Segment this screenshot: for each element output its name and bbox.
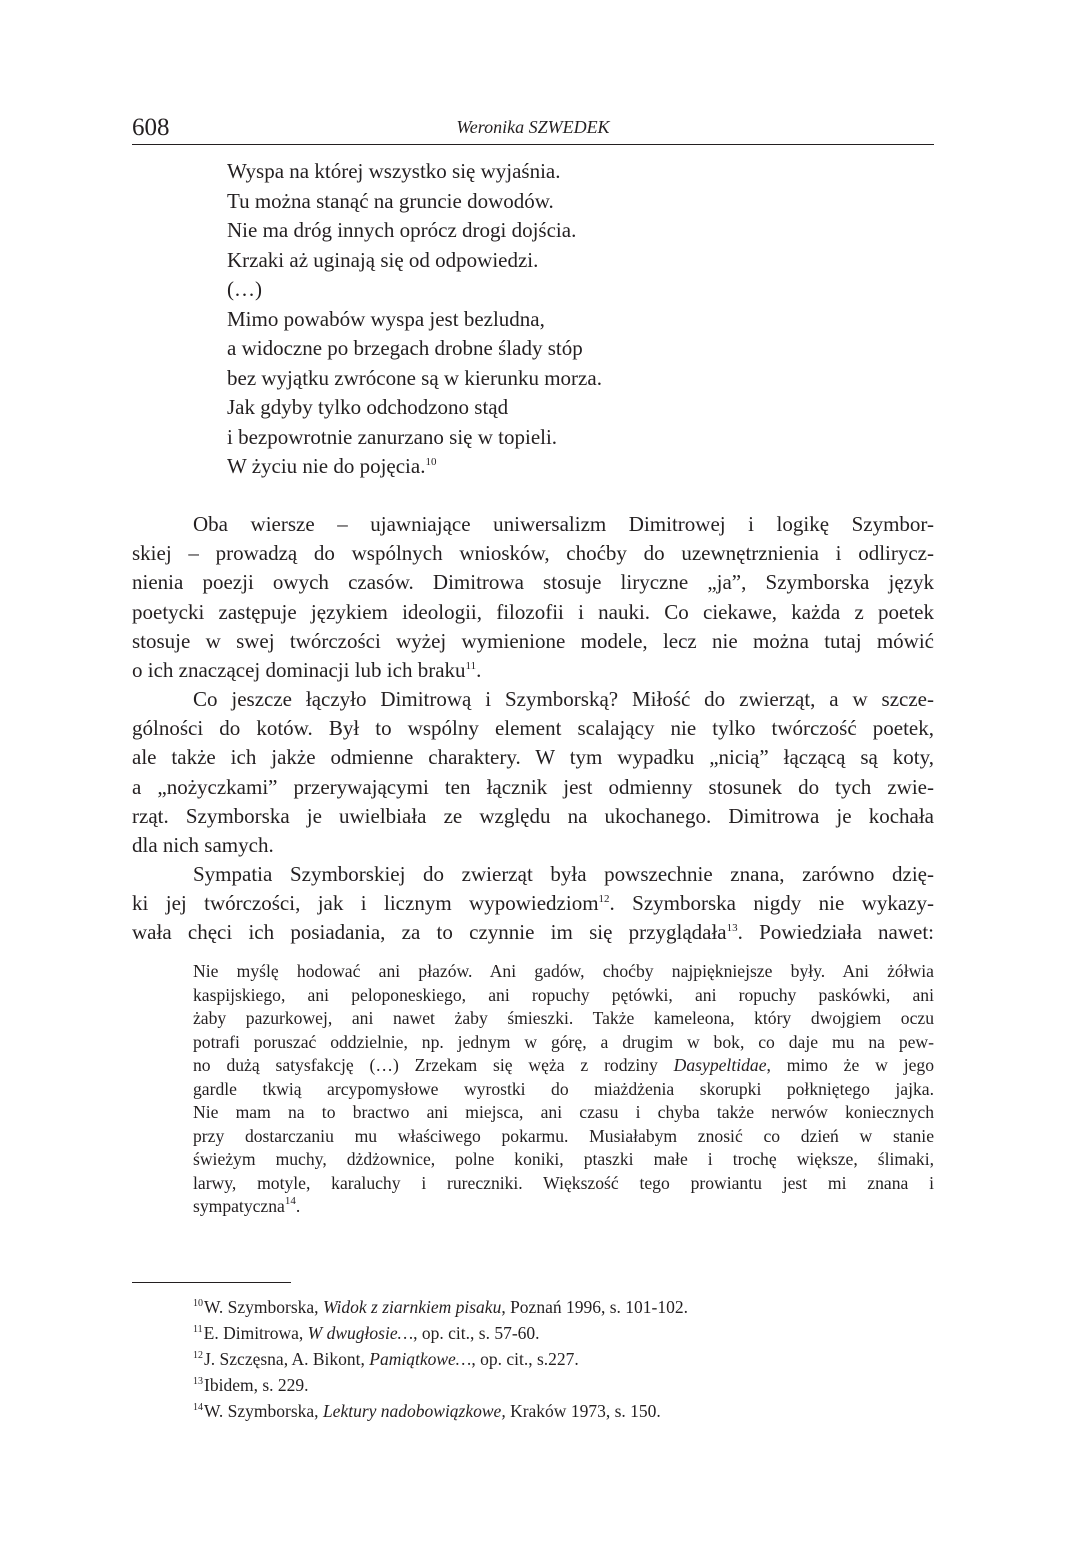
text-line: stosuje w swej twórczości wyżej wymienione modele, lecz nie można tutaj mówić (132, 628, 934, 653)
footnote-text: , op. cit., s.227. (471, 1349, 579, 1369)
page-number: 608 (132, 114, 170, 141)
text-line: ale także ich jakże odmienne charaktery. W tym wypadku „nicią” łączącą są koty, (132, 745, 934, 770)
footnote-ref-12: 12 (598, 893, 610, 906)
text-fragment: . Szymborska nigdy nie wykazy- (609, 891, 934, 916)
text-line: a „nożyczkami” przerywającymi ten łącznik jest odmienny stosunek do tych zwie- (132, 774, 934, 799)
text-fragment: , mimo że w jego (766, 1055, 934, 1075)
page-header (132, 112, 934, 145)
poem-line: bez wyjątku zwrócone są w kierunku morza. (227, 365, 602, 390)
poem-line (227, 452, 602, 482)
poem-line: Nie ma dróg innych oprócz drogi dojścia. (227, 218, 577, 242)
text-fragment: no dużą satysfakcję (…) Zrzekam się węża z rodziny (193, 1055, 674, 1075)
quote-line: żaby pazurkowej, ani nawet żaby śmieszki. Także kameleona, który dwojgiem oczu (193, 1008, 934, 1028)
text-fragment: . (476, 658, 482, 683)
footnote (193, 1398, 688, 1424)
text-line (132, 656, 934, 685)
footnote-title: Pamiątkowe… (369, 1349, 472, 1369)
text-fragment: sympatyczna (193, 1196, 285, 1216)
poem-line: a widoczne po brzegach drobne ślady stóp (227, 336, 583, 360)
footnote-number: 10 (193, 1298, 203, 1309)
paragraph-1 (132, 510, 934, 685)
quote-line: świeżym muchy, dżdżownice, polne koniki, ptaszki małe i trochę większe, ślimaki, (193, 1149, 934, 1169)
footnote (193, 1320, 688, 1346)
text-line: dla nich samych. (132, 833, 274, 858)
poem-last-line-text: W życiu nie do pojęcia. (227, 454, 426, 478)
footnote-text: Kraków 1973, s. 150. (505, 1401, 661, 1421)
text-line: gólności do kotów. Był to wspólny element scalający nie tylko twórczość poetek, (132, 716, 934, 741)
footnote-ref-10: 10 (425, 456, 437, 468)
footnote-number: 13 (193, 1376, 203, 1387)
text-line: Sympatia Szymborskiej do zwierząt była powszechnie znana, zarówno dzię- (193, 862, 934, 886)
footnote-title: Widok z ziarnkiem pisaku (322, 1297, 502, 1317)
text-line (132, 918, 934, 947)
footnote-text: , op. cit., s. 57-60. (413, 1323, 540, 1343)
poem-line: (…) (227, 277, 262, 301)
poem-line: Mimo powabów wyspa jest bezludna, (227, 306, 545, 331)
footnote-text: E. Dimitrowa, (203, 1323, 308, 1343)
quote-line (193, 1054, 934, 1078)
text-line: rząt. Szymborska je uwielbiała ze względu na ukochanego. Dimitrowa je kochała (132, 803, 934, 828)
footnote-number: 12 (193, 1350, 203, 1361)
quote-line: gardle tkwią arcypomysłowe wyrostki do miażdżenia skorupki połkniętego jajka. (193, 1078, 934, 1099)
text-fragment: o ich znaczącej dominacji lub ich braku (132, 658, 466, 683)
quote-line: Nie mam na to bractwo ani miejsca, ani czasu i chyba także nerwów koniecznych (193, 1102, 934, 1122)
text-line: skiej – prowadzą do wspólnych wniosków, choćby do uzewnętrznienia i odlirycz- (132, 541, 934, 566)
text-line: nienia poezji owych czasów. Dimitrowa stosuje liryczne „ja”, Szymborska język (132, 570, 934, 595)
paragraph-3 (132, 860, 934, 948)
italic-taxon: Dasypeltidae (673, 1055, 767, 1075)
footnote-ref-13: 13 (726, 922, 738, 935)
poem-block (227, 157, 602, 482)
footnote (193, 1294, 688, 1320)
poem-line: Krzaki aż uginają się od odpowiedzi. (227, 247, 539, 272)
footnote-ref-11: 11 (465, 660, 477, 673)
block-quote (193, 960, 934, 1219)
footnote-title: Lektury nadobowiązkowe, (322, 1401, 506, 1421)
poem-line: i bezpowrotnie zanurzano się w topieli. (227, 424, 558, 449)
text-line: poetycki zastępuje językiem ideologii, filozofii i nauki. Co ciekawe, każda z poetek (132, 599, 934, 624)
poem-line: Tu można stanąć na gruncie dowodów. (227, 188, 554, 213)
footnote-text: W. Szymborska, (204, 1401, 323, 1421)
footnote-ref-14: 14 (284, 1195, 296, 1207)
poem-line: Wyspa na której wszystko się wyjaśnia. (227, 159, 561, 183)
footnote-separator (132, 1282, 291, 1283)
footnote-text: J. Szczęsna, A. Bikont, (204, 1349, 370, 1369)
quote-line (193, 1195, 934, 1219)
footnote-number: 11 (193, 1324, 203, 1335)
running-head-author: Weronika SZWEDEK (456, 117, 610, 137)
footnote-number: 14 (193, 1402, 203, 1413)
footnote-text: W. Szymborska, (204, 1297, 323, 1317)
text-fragment: ki jej twórczości, jak i licznym wypowiedziom (132, 891, 599, 916)
text-line: Co jeszcze łączyło Dimitrową i Szymborską? Miłość do zwierząt, a w szcze- (193, 687, 934, 711)
paragraph-2 (132, 685, 934, 860)
text-fragment: . Powiedziała nawet: (737, 920, 935, 945)
footnote-text: Ibidem, s. 229. (204, 1375, 309, 1395)
footnote-title: W dwugłosie… (307, 1323, 414, 1343)
text-fragment: . (295, 1196, 301, 1216)
footnotes (193, 1294, 688, 1424)
footnote (193, 1346, 688, 1372)
poem-line: Jak gdyby tylko odchodzono stąd (227, 395, 509, 419)
quote-line: kaspijskiego, ani peloponeskiego, ani ropuchy pętówki, ani ropuchy paskówki, ani (193, 984, 934, 1005)
quote-line: potrafi poruszać oddzielnie, np. jednym w górę, a drugim w bok, co daje mu na pew- (193, 1031, 934, 1052)
text-fragment: wała chęci ich posiadania, za to czynnie im się przyglądała (132, 920, 727, 945)
text-line: Oba wiersze – ujawniające uniwersalizm Dimitrowej i logikę Szymbor- (193, 512, 934, 536)
quote-line: Nie myślę hodować ani płazów. Ani gadów, choćby najpiękniejsze były. Ani żółwia (193, 961, 934, 981)
footnote (193, 1372, 688, 1398)
footnote-text: , Poznań 1996, s. 101-102. (501, 1297, 688, 1317)
quote-line: przy dostarczaniu mu właściwego pokarmu. Musiałabym znosić co dzień w stanie (193, 1125, 934, 1146)
text-line (132, 889, 934, 918)
quote-line: larwy, motyle, karaluchy i rureczniki. Większość tego prowiantu jest mi znana i (193, 1172, 934, 1193)
